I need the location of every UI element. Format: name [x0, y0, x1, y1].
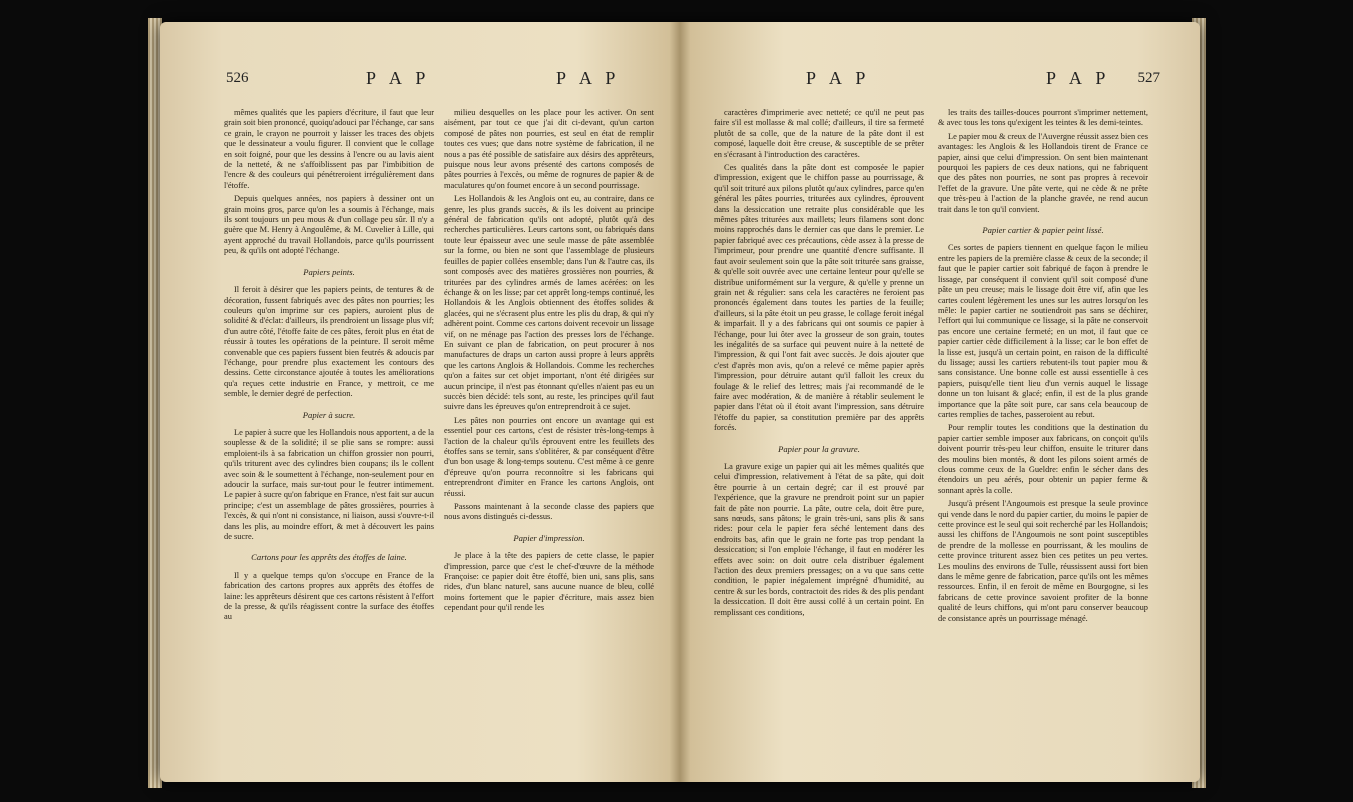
section-heading: Papier d'impression. [513, 532, 585, 543]
paragraph: mêmes qualités que les papiers d'écriture, il faut que leur grain soit bien prononcé, quoiqu'adouci par l'échange, car sans ce grain, le crayon ne pourroit y laisser les traces des objets que le dessinateur a voulu figurer. Il convient que le collage en soit foigné, pour que les dessins à l'encre ou au lavis aient de la netteté, & ne s'affoiblissent pas par l'imbibition de l'encre & des couleurs qui pénétreroient irrégulièrement dans l'étoffe. [224, 108, 434, 190]
paragraph: caractères d'imprimerie avec netteté; ce qu'il ne peut pas faire s'il est mollasse & mal collé; d'ailleurs, il tire sa fermeté plutôt de sa colle, que de la nature de la pâte dont il est composé, laquelle doit être creuse, & susceptible de se prêter en s'écrasant à l'introduction des caractères. [714, 108, 924, 159]
text-column [714, 108, 924, 621]
paragraph: Il y a quelque temps qu'on s'occupe en France de la fabrication des cartons propres aux apprêts des étoffes de laine: les apprêteurs désirent que ces cartons résistent à l'effort de la presse, & qu'ils réagissent contre la surface des étoffes au [224, 570, 434, 622]
running-head: P A P [556, 68, 621, 88]
running-head: P A P [806, 68, 871, 88]
running-head: P A P [366, 68, 431, 88]
right-page-header [746, 66, 1160, 96]
paragraph: Il feroit à désirer que les papiers peints, de tentures & de décoration, fussent fabriqués avec des pâtes non pourries; les couleurs qu'on imprime sur ces papiers, auroient plus de solidité & d'éclat: d'ailleurs, ils prendroient un lissage plus vif; d'un autre côté, l'étoffe faite de ces pâtes, feroit plus en état de réussir à toutes les opérations de la peinture. Il seroit même convenable que ces papiers fussent bien feutrés & adoucis par l'échange, pour prendre plus exactement les contours des dessins. Cette circonstance ajoutée à toutes les améliorations qu'a reçues cette industrie en France, y mettroit, ce me semble, le dernier degré de perfection. [224, 285, 434, 399]
paragraph: Le papier à sucre que les Hollandois nous apportent, a de la souplesse & de la solidité; il se plie sans se rompre: aussi emploient-ils à sa fabrication un chiffon grossier non pourri, qu'ils triturent avec des cylindres bien coupans; ils le collent avec soin & le soumettent à l'échange, non-seulement pour en adoucir la surface, mais sur-tout pour le feutrer intimement. Le papier à sucre qu'on fabrique en France, n'est fait sur aucun principe; c'est un assemblage de pâtes grossières, pourries à l'excès, & qui n'ont ni consistance, ni liaison, aussi s'ouvre-t-il dans les plis, au moindre effort, & met à découvert les pains de sucre. [224, 427, 434, 542]
left-page [160, 22, 680, 782]
paragraph: Les Hollandois & les Anglois ont eu, au contraire, dans ce genre, les plus grands succès, & ils les doivent au principe général de fabrication qu'ils ont adopté, plutôt qu'à des recherches particulières. Leurs cartons sont, ou fabriqués dans toute leur épaisseur avec une seule masse de pâte assemblée sur la forme, ou bien ne sont que l'assemblage de plusieurs feuilles de papier collées ensemble; dans l'un & l'autre cas, ils sont composés avec des matières grossières non pourries, & triturées par des cylindres armés de lames acérées: on les échange & on les lisse; par cet apprêt long-temps continué, les Hollandois & les Anglois obtiennent des étoffes solides & glacées, qui ne s'écrasent plus entre les plis du drap, & qui n'y adhèrent point. Comme ces cartons doivent recevoir un lissage vif, on ne ménage pas l'action des presses lors de l'échange. En suivant ce plan de fabrication, on peut procurer à nos manufactures de draps un carton aussi propre à leurs apprêts que les cartons Anglois & Hollandois. Comme les recherches qu'on a faites sur cet objet important, n'ont été dirigées sur aucun principe, il n'est pas étonnant qu'elles n'aient pas eu un succès bien décidé: tels sont, au reste, les principes qu'il faut suivre dans les épreuves qu'on entreprendroit à ce sujet. [444, 194, 655, 412]
paragraph: Les pâtes non pourries ont encore un avantage qui est essentiel pour ces cartons, c'est de résister très-long-temps à l'action de la chaleur qu'ils éprouvent entre les feuillets des étoffes sans se ternir, sans s'oblitérer, & par conséquent d'être d'un bon usage & long-temps soutenu. C'est même à ce genre d'épreuve qu'on pourra reconnoître si les fabricans qui entreprendront d'imiter en France les cartons Anglois, ont réussi. [444, 415, 654, 498]
paragraph: Passons maintenant à la seconde classe des papiers que nous avons distingués ci-dessus. [444, 502, 654, 522]
book-spread [160, 22, 1200, 782]
paragraph: Le papier mou & creux de l'Auvergne réussit assez bien ces avantages: les Anglois & les Hollandois tirent de France ce papier, ainsi que celui d'impression. On sent bien maintenant pourquoi les papiers de ces deux nations, qui ne fabriquent que des pâtes non pourries, ne sont pas propres à recevoir l'effet de la gravure. Une pâte verte, qui ne cède & ne prête que très-peu à l'action de la planche gravée, ne rend aucun trait dans le ton qu'il convient. [938, 131, 1148, 214]
text-column [938, 108, 1148, 627]
right-page [680, 22, 1200, 782]
page-number: 526 [226, 70, 249, 86]
paragraph: La gravure exige un papier qui ait les mêmes qualités que celui d'impression, relativement à l'état de sa pâte, qui doit être pourrie à un certain degré; car il est prouvé par l'expérience, que la gravure ne prendroit point sur un papier fait de pâte non pourrie. La pâte, outre cela, doit être pure, sans nœuds, sans pâtons; le grain très-uni, sans plis & sans rides: pour cela le papier fera séché lentement dans des endroits bas, afin que le grain ne forte pas trop pendant la dessiccation; si l'on emploie l'échange, il faut en modérer les effets avec soin: on doit outre cela distribuer également l'action des deux premiers pressages; on a vu que sans cette condition, le papier inégalement imprégné d'humidité, au centre & sur les bords, contractoit des rides & des plis pendant la dessiccation. Il doit être aussi collé à un certain point. En remplissant ces conditions, [714, 462, 924, 617]
paragraph: Jusqu'à présent l'Angoumois est presque la seule province qui vende dans le nord du papier cartier, du moins le papier de cette province est le seul qui soit recherché par les Hollandois; aussi les chiffons de l'Angoumois ne sont point susceptibles de prendre de la mollesse en pourrissant, & les moulins de cette province triturent assez bien ces petites un peu vertes. Les moulins des environs de Tulle, réussissent aussi fort bien dans le même genre de fabrication, parce qu'ils ont les mêmes ressources. Enfin, il en feroit de même en Bourgogne, si les fabricans de cette province savoient profiter de la bonne qualité de leurs chiffons, qui m'ont paru conserver beaucoup de consistance après un pourrissage ménagé. [938, 499, 1148, 623]
section-heading: Cartons pour les apprêts des étoffes de laine. [251, 552, 407, 563]
paragraph: Ces qualités dans la pâte dont est composée le papier d'impression, exigent que le chiffon passe au pourrissage, & qu'il soit trituré aux pilons plutôt qu'aux cylindres, parce qu'en général les pâtes pourries, triturées aux cylindres, éprouvent dans la dessiccation une retraite plus considérable que les mêmes pâtes triturées aux maillets; leurs filamens sont donc moins rapprochés dans le dernier cas que dans le premier. Le papier fabriqué avec ces précautions, cède assez à la presse de l'imprimeur, pour prendre une quantité d'encre suffisante. Il faut avoir seulement soin que la pâte soit triturée sans graisse, & qu'elle soit ouvrée avec une certaine lenteur pour qu'elle se distribue uniformément sur la vergure, & qu'elle y prenne un grain net & régulier: sans cela les caractères ne feroient pas prononcés également dans toutes les parties de la feuille; d'ailleurs, si la pâte étoit un peu grasse, le collage feroit inégal & imparfait. Il y a des fabricans qui ont soumis ce papier à l'échange, pour lui ôter avec la grosseur de son grain, toutes les inégalités de sa surface qui peuvent nuire à la netteté de l'impression, & qui l'ont fait avec succès. Je dois ajouter que c'est d'après mon avis, qu'on a relevé ce même papier après l'impression, pour détruire autant qu'il falloit les creux du foulage & le relief des lettres; mais j'ai recommandé de le faire avec modération, & de manière à rétablir seulement le papier dans l'état où il étoit avant l'impression, sans détruire l'étoffe du papier, sa constitution première par des apprêts forcés. [714, 163, 924, 433]
section-heading: Papier pour la gravure. [778, 443, 860, 454]
paragraph: les traits des tailles-douces pourront s'imprimer nettement, & avec tous les tons qu'exigent les teintes & les demi-teintes. [938, 108, 1148, 128]
paragraph: Pour remplir toutes les conditions que la destination du papier cartier semble imposer aux fabricans, on conçoit qu'ils doivent pourrir très-peu leur chiffon, ensuite le triturer dans des moulins bien montés, & dont les pilons soient armés de clous comme ceux de la Gueldre: enfin le sécher dans des étendoirs un peu aérés, pour obtenir un papier ferme & sonnant après la colle. [938, 423, 1148, 495]
paragraph: Depuis quelques années, nos papiers à dessiner ont un grain moins gros, parce qu'on les a soumis à l'échange, mais ils sont toujours un peu mous & d'un collage peu sûr. Il n'y a guère que M. Henry à Angoulême, & M. Cuvelier à Lille, qui ayent approché du travail Hollandois, parce qu'ils pourrissent peu, & qu'ils ont adopté l'échange. [224, 194, 434, 256]
page-number: 527 [1137, 70, 1160, 86]
text-column [444, 108, 654, 617]
paragraph: milieu desquelles on les place pour les activer. On sent aisément, par tout ce que j'ai dit ci-devant, qu'un carton composé de pâtes non pourries, est seul en état de remplir toutes ces vues; que dans notre système de fabrication, il ne nous a pas été possible de satisfaire aux désirs des apprêteurs, puisque nous leur avons présenté des cartons composés de pâtes pourries à l'excès, ou même de rognures de papier & de maculatures qu'on foumet encore à un second pourrissage. [444, 108, 654, 190]
paragraph: Ces sortes de papiers tiennent en quelque façon le milieu entre les papiers de la première classe & ceux de la seconde; il faut que le papier cartier soit fabriqué de façon à prendre le lissage, par conséquent il convient qu'il soit composé d'une pâte un peu creuse; mais le lissage doit être vif, afin que les cartes coulent légèrement les unes sur les autres lorsqu'on les mêle: le papier cartier ne soutiendroit pas sans se déchirer, l'effort qui lui communique ce lissage, si la pâte ne conservoit pas encore une certaine fermeté; en un mot, il faut que ce papier cartier cède difficilement à la lisse; car le bon effet de la lisse est, jusqu'à un certain point, en raison de la difficulté du lissage; aussi les cartiers rebutent-ils tout papier mou & sans consistance. Une bonne colle est aussi essentielle à ces papiers, puisqu'elle tient lieu d'un vernis auquel le lissage donne un ton luisant & glacé; enfin, il est de la plus grande importance que la pâte soit pure, car sans cela beaucoup de cartes remplies de taches, passeroient au rebut. [938, 243, 1148, 419]
section-heading: Papier cartier & papier peint lissé. [982, 225, 1104, 236]
paragraph: Je place à la tête des papiers de cette classe, le papier d'impression, parce que c'est le chef-d'œuvre de la méthode Françoise: ce papier doit être étoffé, bien uni, sans plis, sans rides, d'un blanc naturel, sans aucune nuance de bleu, collé moins fortement que le papier d'écriture, mais assez bien cependant pour qu'il rende les [444, 551, 654, 613]
running-head: P A P [1046, 68, 1111, 88]
section-heading: Papier à sucre. [302, 409, 356, 420]
section-heading: Papiers peints. [303, 266, 355, 277]
left-page-header [226, 66, 640, 96]
text-column [224, 108, 434, 626]
